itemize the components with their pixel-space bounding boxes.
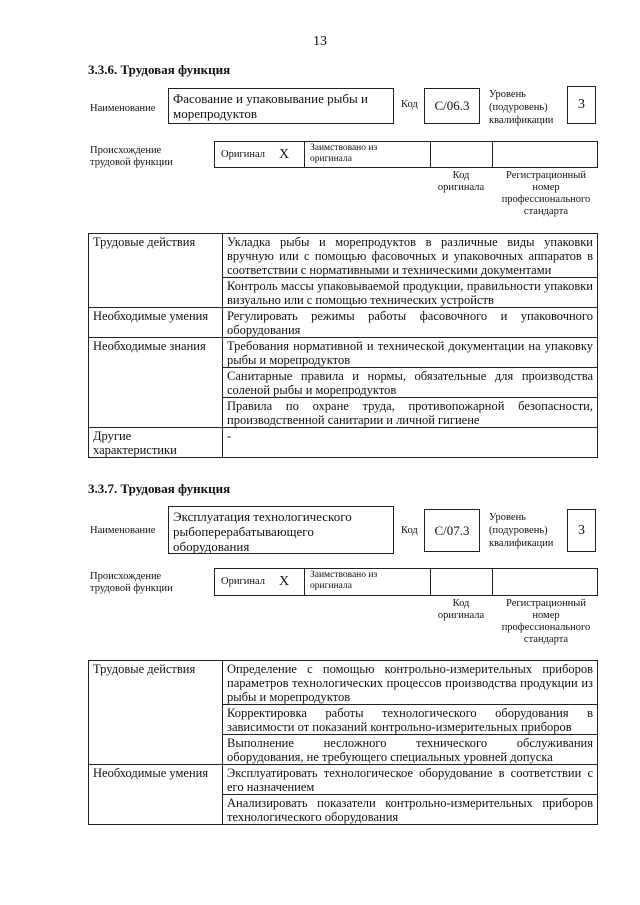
table-row — [89, 428, 598, 458]
code-value-box — [424, 88, 480, 124]
borrowed-label: Заимствовано из оригинала — [310, 570, 378, 591]
row-item: Регулировать режимы работы фасовочного и упаковочного оборудования — [223, 308, 598, 338]
row-item: Корректировка работы технологического оборудования в зависимости от показаний контрольно-измерительных приборов — [223, 705, 598, 735]
row-item: Правила по охране труда, противопожарной безопасности, производственной санитарии и личной гигиене — [223, 398, 598, 428]
row-item: Эксплуатировать технологическое оборудование в соответствии с его назначением — [223, 765, 598, 795]
code-original-label: Код оригинала — [437, 170, 485, 193]
table-row — [89, 234, 598, 278]
origin-label: Происхождение трудовой функции — [90, 145, 173, 168]
code-value-box — [424, 509, 480, 552]
row-item: Укладка рыбы и морепродуктов в различные виды упаковки вручную или с помощью фасовочных и упаковочных аппаратов в соответствии с нормативными и техническими документами — [223, 234, 598, 278]
name-value: Фасование и упаковывание рыбы и морепродуктов — [173, 91, 368, 121]
code-original-label: Код оригинала — [437, 598, 485, 621]
row-item: Анализировать показатели контрольно-измерительных приборов технологического оборудования — [223, 795, 598, 825]
function-table — [88, 660, 598, 825]
origin-label: Происхождение трудовой функции — [90, 571, 173, 594]
level-value-box — [567, 509, 596, 552]
row-item: - — [223, 428, 598, 458]
origin-table — [214, 141, 598, 168]
table-row — [89, 308, 598, 338]
origin-borrowed-cell — [305, 142, 431, 167]
code-value: C/06.3 — [434, 98, 470, 113]
level-value-box — [567, 86, 596, 124]
table-row — [89, 338, 598, 368]
code-label: Код — [401, 99, 418, 110]
origin-table — [214, 568, 598, 596]
name-label: Наименование — [90, 525, 156, 536]
original-mark: X — [279, 147, 290, 162]
page-number: 13 — [313, 34, 327, 49]
reg-number-label: Регистрационный номер профессионального стандарта — [501, 170, 591, 217]
original-label: Оригинал — [221, 576, 265, 587]
row-item: Выполнение несложного технического обслуживания оборудования, не требующего специальных уровней допуска — [223, 735, 598, 765]
name-value: Эксплуатация технологического рыбоперерабатывающего оборудования — [173, 509, 352, 554]
row-item: Санитарные правила и нормы, обязательные для производства соленой рыбы и морепродуктов — [223, 368, 598, 398]
name-value-box — [168, 88, 394, 124]
level-label: Уровень (подуровень) квалификации — [489, 89, 554, 126]
origin-original-cell — [215, 142, 305, 167]
level-value: 3 — [578, 522, 585, 538]
table-row — [89, 765, 598, 795]
row-header: Необходимые умения — [89, 765, 223, 825]
row-header: Трудовые действия — [89, 661, 223, 765]
function-table — [88, 233, 598, 458]
row-header: Необходимые умения — [89, 308, 223, 338]
row-header: Другие характеристики — [89, 428, 223, 458]
row-item: Определение с помощью контрольно-измерительных приборов параметров технологических процессов производства продукции из рыбы и морепродуктов — [223, 661, 598, 705]
row-item: Требования нормативной и технической документации на упаковку рыбы и морепродуктов — [223, 338, 598, 368]
origin-code-cell — [431, 142, 493, 167]
row-header: Трудовые действия — [89, 234, 223, 308]
original-mark: X — [279, 574, 290, 589]
origin-borrowed-cell — [305, 569, 431, 595]
table-row — [89, 661, 598, 705]
name-value-box — [168, 506, 394, 554]
borrowed-label: Заимствовано из оригинала — [310, 143, 378, 164]
row-item: Контроль массы упаковываемой продукции, правильности упаковки визуально или с помощью технических устройств — [223, 278, 598, 308]
level-value: 3 — [578, 97, 585, 112]
code-value: C/07.3 — [434, 522, 470, 538]
row-header: Необходимые знания — [89, 338, 223, 428]
level-label: Уровень (подуровень) квалификации — [489, 512, 554, 549]
original-label: Оригинал — [221, 149, 265, 160]
section-title: 3.3.7. Трудовая функция — [88, 481, 231, 496]
origin-reg-cell — [493, 142, 597, 167]
reg-number-label: Регистрационный номер профессионального стандарта — [501, 598, 591, 645]
origin-code-cell — [431, 569, 493, 595]
code-label: Код — [401, 525, 418, 536]
origin-original-cell — [215, 569, 305, 595]
origin-reg-cell — [493, 569, 597, 595]
section-title: 3.3.6. Трудовая функция — [88, 62, 231, 77]
name-label: Наименование — [90, 103, 156, 114]
